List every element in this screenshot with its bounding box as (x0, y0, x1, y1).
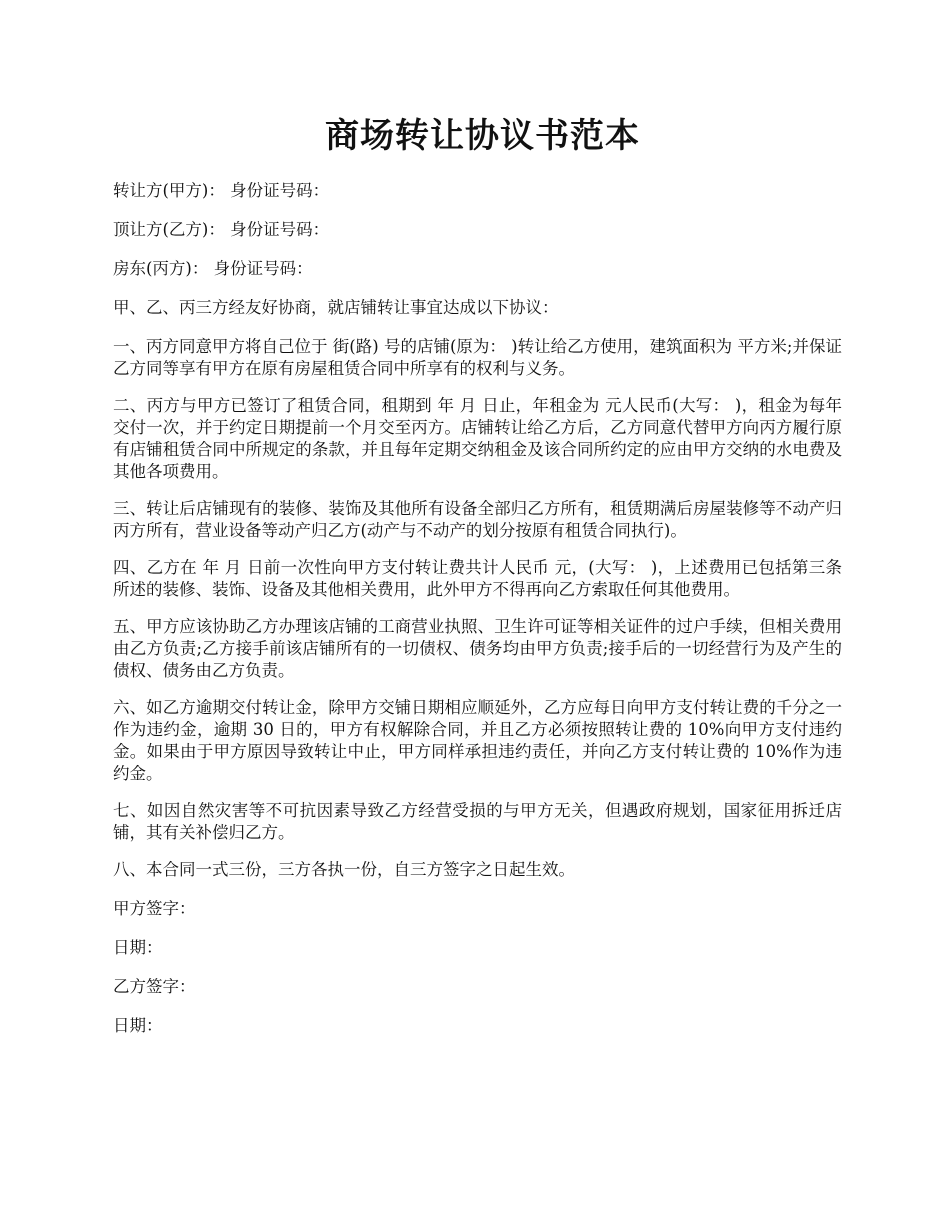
signature-date-a: 日期： (113, 938, 163, 957)
clause-8: 八、本合同一式三份，三方各执一份，自三方签字之日起生效。 (113, 860, 575, 879)
party-transferee-line: 顶让方(乙方)： 身份证号码： (113, 220, 330, 239)
clause-1: 一、丙方同意甲方将自己位于 街(路) 号的店铺(原为： )转让给乙方使用，建筑面积为 平方米;并保证乙方同等享有甲方在原有房屋租赁合同中所享有的权利与义务。 (113, 337, 842, 378)
clause-7: 七、如因自然灾害等不可抗因素导致乙方经营受损的与甲方无关，但遇政府规划，国家征用拆迁店铺，其有关补偿归乙方。 (113, 801, 842, 842)
clause-4: 四、乙方在 年 月 日前一次性向甲方支付转让费共计人民币 元，(大写： )，上述费用已包括第三条所述的装修、装饰、设备及其他相关费用，此外甲方不得再向乙方索取任何其他费用。 (113, 558, 842, 599)
party-transferor-line: 转让方(甲方)： 身份证号码： (113, 181, 330, 200)
clause-6: 六、如乙方逾期交付转让金，除甲方交铺日期相应顺延外，乙方应每日向甲方支付转让费的千分之一作为违约金，逾期 30 日的，甲方有权解除合同，并且乙方必须按照转让费的 10%向甲方支付违约金。如果由于甲方原因导致转让中止，甲方同样承担违约责任，并向乙方支付转让费的 10%作为违约金。 (113, 698, 842, 783)
party-landlord-line: 房东(丙方)： 身份证号码： (113, 259, 313, 278)
document-title: 商场转让协议书范本 (325, 116, 640, 156)
signature-party-b: 乙方签字： (113, 977, 196, 996)
signature-party-a: 甲方签字： (113, 899, 196, 918)
intro-paragraph: 甲、乙、丙三方经友好协商，就店铺转让事宜达成以下协议： (113, 298, 559, 317)
signature-date-b: 日期： (113, 1016, 163, 1035)
clause-5: 五、甲方应该协助乙方办理该店铺的工商营业执照、卫生许可证等相关证件的过户手续，但相关费用由乙方负责;乙方接手前该店铺所有的一切债权、债务均由甲方负责;接手后的一切经营行为及产生的债权、债务由乙方负责。 (113, 617, 842, 680)
clause-3: 三、转让后店铺现有的装修、装饰及其他所有设备全部归乙方所有，租赁期满后房屋装修等不动产归丙方所有，营业设备等动产归乙方(动产与不动产的划分按原有租赁合同执行)。 (113, 499, 842, 540)
clause-2: 二、丙方与甲方已签订了租赁合同，租期到 年 月 日止，年租金为 元人民币(大写： )，租金为每年交付一次，并于约定日期提前一个月交至丙方。店铺转让给乙方后，乙方同意代替甲方向丙方履行原有店铺租赁合同中所规定的条款，并且每年定期交纳租金及该合同所约定的应由甲方交纳的水电费及其他各项费用。 (113, 396, 842, 481)
